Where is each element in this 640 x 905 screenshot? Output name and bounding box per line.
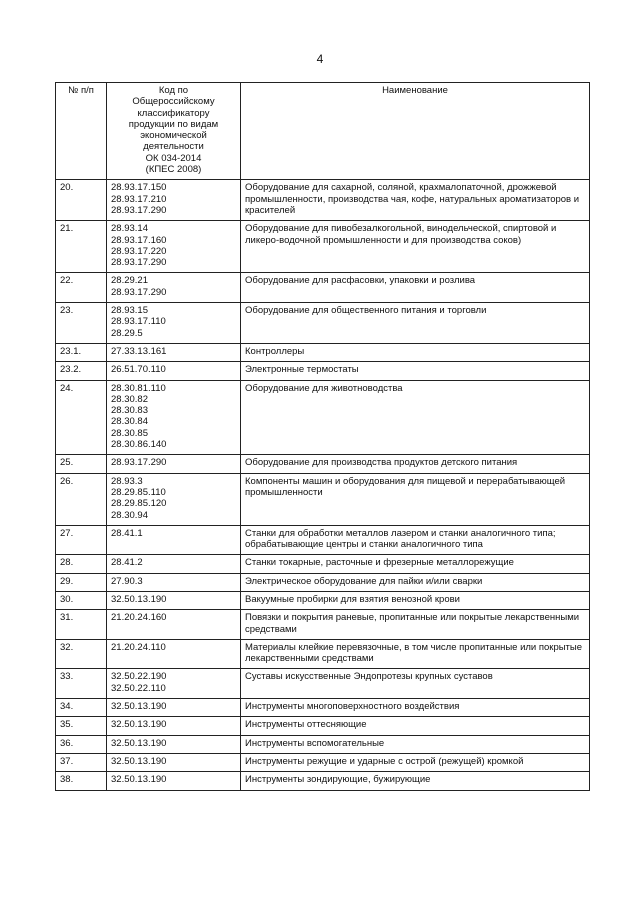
table-row — [56, 699, 590, 717]
row-codes — [107, 669, 241, 699]
row-name: Инструменты зондирующие, бужирующие — [241, 772, 590, 790]
row-codes — [107, 362, 241, 380]
row-name: Контроллеры — [241, 343, 590, 361]
row-name: Вакуумные пробирки для взятия венозной крови — [241, 591, 590, 609]
row-name: Оборудование для общественного питания и торговли — [241, 303, 590, 344]
row-codes — [107, 772, 241, 790]
row-codes — [107, 735, 241, 753]
table-row — [56, 362, 590, 380]
row-codes — [107, 303, 241, 344]
okpd-code: 28.93.15 — [111, 305, 148, 317]
okpd-code: 32.50.22.110 — [111, 682, 166, 694]
okpd-code: 28.30.83 — [111, 405, 148, 417]
row-number: 22. — [56, 273, 107, 303]
row-number: 36. — [56, 735, 107, 753]
row-codes — [107, 455, 241, 473]
row-number: 29. — [56, 573, 107, 591]
okpd-code: 27.33.13.161 — [111, 345, 167, 357]
okpd-code: 28.93.17.210 — [111, 193, 167, 205]
okpd-code: 28.93.17.220 — [111, 245, 167, 257]
row-name: Оборудование для пивобезалкогольной, винодельческой, спиртовой и ликеро-водочной промышленности и для производства соков) — [241, 221, 590, 273]
row-number: 20. — [56, 180, 107, 221]
row-name: Оборудование для сахарной, соляной, крахмалопаточной, дрожжевой промышленности, производства чая, кофе, натуральных ароматизаторов и красителей — [241, 180, 590, 221]
row-codes — [107, 221, 241, 273]
row-number: 35. — [56, 717, 107, 735]
okpd-code: 28.29.85.110 — [111, 486, 166, 498]
row-number: 27. — [56, 525, 107, 555]
page-number: 4 — [316, 52, 324, 66]
table-row — [56, 753, 590, 771]
okpd-code: 28.30.85 — [111, 427, 148, 439]
header-code-line: экономической — [140, 130, 207, 142]
row-number: 32. — [56, 639, 107, 669]
okpd-code: 28.29.21 — [111, 275, 148, 287]
row-number: 23.2. — [56, 362, 107, 380]
row-number: 21. — [56, 221, 107, 273]
row-number: 24. — [56, 380, 107, 455]
row-name: Инструменты вспомогательные — [241, 735, 590, 753]
okpd-code: 28.93.17.110 — [111, 316, 166, 328]
okpd-code: 26.51.70.110 — [111, 364, 166, 376]
row-name: Электрическое оборудование для пайки и/или сварки — [241, 573, 590, 591]
row-number: 33. — [56, 669, 107, 699]
okpd-code: 28.41.2 — [111, 557, 143, 569]
okpd-code: 32.50.13.190 — [111, 755, 167, 767]
table-row — [56, 343, 590, 361]
header-code — [107, 83, 241, 180]
table-row — [56, 455, 590, 473]
table-row — [56, 380, 590, 455]
header-code-line: Общероссийскому — [132, 96, 215, 108]
row-name: Инструменты режущие и ударные с острой (режущей) кромкой — [241, 753, 590, 771]
row-codes — [107, 473, 241, 525]
row-number: 30. — [56, 591, 107, 609]
row-name: Оборудование для расфасовки, упаковки и розлива — [241, 273, 590, 303]
header-code-line: ОК 034-2014 — [145, 152, 202, 164]
table-row — [56, 180, 590, 221]
okpd-code: 28.29.85.120 — [111, 498, 167, 510]
row-number: 23.1. — [56, 343, 107, 361]
row-number: 31. — [56, 610, 107, 640]
table-row — [56, 669, 590, 699]
row-name: Инструменты многоповерхностного воздействия — [241, 699, 590, 717]
okpd-code: 28.30.86.140 — [111, 439, 167, 451]
table-row — [56, 735, 590, 753]
header-code-line: деятельности — [143, 141, 204, 153]
okpd-code: 28.93.17.290 — [111, 286, 167, 298]
header-name: Наименование — [241, 83, 590, 180]
row-number: 34. — [56, 699, 107, 717]
okpd-code: 32.50.13.190 — [111, 774, 167, 786]
okpd-code: 32.50.22.190 — [111, 671, 167, 683]
okpd-code: 28.30.82 — [111, 393, 148, 405]
classification-table — [55, 82, 590, 791]
row-number: 25. — [56, 455, 107, 473]
table-row — [56, 591, 590, 609]
okpd-code: 28.30.84 — [111, 416, 148, 428]
okpd-code: 28.93.3 — [111, 475, 143, 487]
table-row — [56, 717, 590, 735]
table-row — [56, 772, 590, 790]
row-number: 28. — [56, 555, 107, 573]
table-row — [56, 639, 590, 669]
row-codes — [107, 699, 241, 717]
okpd-code: 28.29.5 — [111, 327, 143, 339]
row-codes — [107, 380, 241, 455]
row-codes — [107, 573, 241, 591]
table-row — [56, 573, 590, 591]
table-row — [56, 303, 590, 344]
okpd-code: 32.50.13.190 — [111, 593, 167, 605]
row-number: 37. — [56, 753, 107, 771]
header-code-line: классификатору — [137, 107, 210, 119]
okpd-code: 32.50.13.190 — [111, 719, 167, 731]
row-codes — [107, 753, 241, 771]
okpd-code: 28.30.94 — [111, 509, 148, 521]
row-name: Материалы клейкие перевязочные, в том числе пропитанные или покрытые лекарственными средствами — [241, 639, 590, 669]
okpd-code: 28.93.17.290 — [111, 457, 167, 469]
row-codes — [107, 639, 241, 669]
table-row — [56, 273, 590, 303]
table-header-row — [56, 83, 590, 180]
row-name: Суставы искусственные Эндопротезы крупных суставов — [241, 669, 590, 699]
row-codes — [107, 555, 241, 573]
row-name: Оборудование для животноводства — [241, 380, 590, 455]
table-row — [56, 473, 590, 525]
table-row — [56, 555, 590, 573]
okpd-code: 27.90.3 — [111, 575, 143, 587]
okpd-code: 28.30.81.110 — [111, 382, 166, 394]
row-name: Инструменты оттесняющие — [241, 717, 590, 735]
row-codes — [107, 525, 241, 555]
okpd-code: 21.20.24.160 — [111, 612, 167, 624]
row-name: Повязки и покрытия раневые, пропитанные или покрытые лекарственными средствами — [241, 610, 590, 640]
row-name: Электронные термостаты — [241, 362, 590, 380]
okpd-code: 28.93.14 — [111, 223, 148, 235]
row-number: 23. — [56, 303, 107, 344]
header-num: № п/п — [56, 83, 107, 180]
table-row — [56, 610, 590, 640]
row-codes — [107, 591, 241, 609]
row-name: Оборудование для производства продуктов детского питания — [241, 455, 590, 473]
row-number: 26. — [56, 473, 107, 525]
row-codes — [107, 343, 241, 361]
table-row — [56, 525, 590, 555]
header-code-line: продукции по видам — [128, 118, 219, 130]
okpd-code: 28.93.17.290 — [111, 204, 167, 216]
row-name: Станки для обработки металлов лазером и станки аналогичного типа; обрабатывающие центры и станки аналогичного типа — [241, 525, 590, 555]
table-row — [56, 221, 590, 273]
row-name: Компоненты машин и оборудования для пищевой и перерабатывающей промышленности — [241, 473, 590, 525]
row-codes — [107, 610, 241, 640]
okpd-code: 28.93.17.150 — [111, 182, 167, 194]
okpd-code: 21.20.24.110 — [111, 641, 166, 653]
row-number: 38. — [56, 772, 107, 790]
header-code-line: Код по — [158, 85, 189, 96]
row-codes — [107, 180, 241, 221]
okpd-code: 28.41.1 — [111, 527, 143, 539]
okpd-code: 32.50.13.190 — [111, 737, 167, 749]
okpd-code: 28.93.17.160 — [111, 234, 167, 246]
row-name: Станки токарные, расточные и фрезерные металлорежущие — [241, 555, 590, 573]
header-code-line: (КПЕС 2008) — [145, 164, 202, 176]
okpd-code: 32.50.13.190 — [111, 701, 167, 713]
row-codes — [107, 273, 241, 303]
row-codes — [107, 717, 241, 735]
okpd-code: 28.93.17.290 — [111, 257, 167, 269]
